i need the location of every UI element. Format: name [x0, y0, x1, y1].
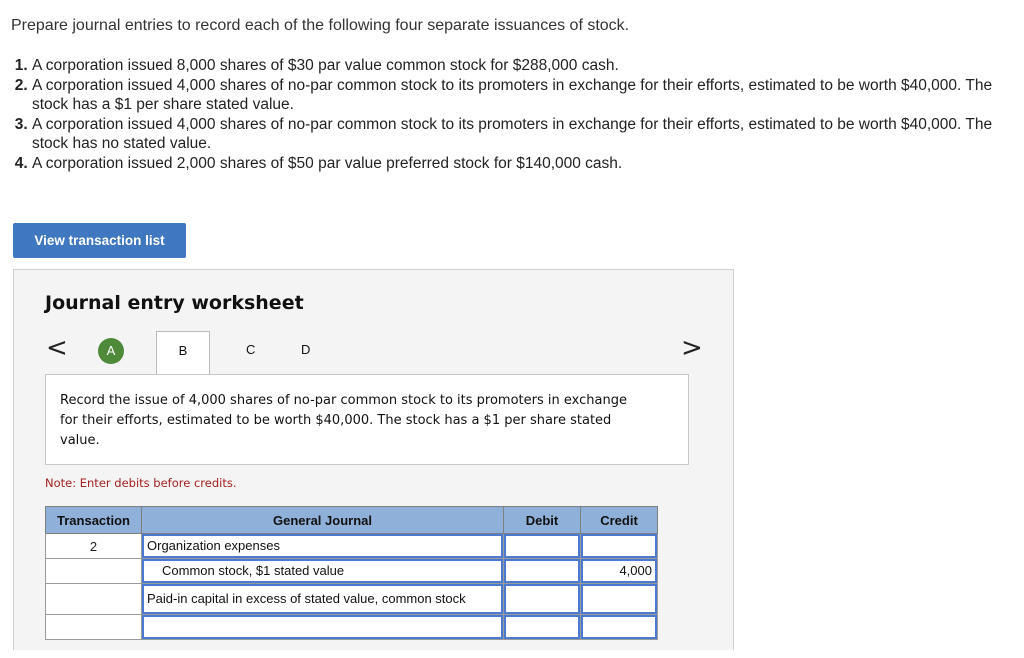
column-header-transaction: Transaction — [46, 507, 142, 534]
page-bottom-edge — [0, 650, 1024, 658]
column-header-debit: Debit — [504, 507, 581, 534]
column-header-general-journal: General Journal — [142, 507, 504, 534]
journal-table — [45, 506, 658, 640]
debit-cell[interactable] — [504, 534, 581, 559]
instructions-text: Prepare journal entries to record each of the following four separate issuances of stock. — [11, 17, 630, 34]
account-input[interactable] — [142, 615, 503, 639]
question-item: 2. A corporation issued 4,000 shares of no-par common stock to its promoters in exchange for their efforts, estimated to be worth $40,000. The stock has a $1 per share stated value. — [32, 76, 1022, 115]
entry-note: Note: Enter debits before credits. — [45, 476, 237, 490]
transaction-cell — [46, 615, 142, 640]
account-input[interactable]: Common stock, $1 stated value — [142, 559, 503, 583]
account-cell[interactable] — [142, 615, 504, 640]
credit-input[interactable] — [581, 584, 657, 614]
previous-arrow-icon[interactable]: < — [46, 333, 68, 363]
view-transaction-list-button[interactable]: View transaction list — [13, 223, 186, 258]
credit-cell[interactable] — [581, 534, 658, 559]
account-cell[interactable] — [142, 584, 504, 615]
credit-input[interactable]: 4,000 — [581, 559, 657, 583]
debit-input[interactable] — [504, 584, 580, 614]
transaction-description — [45, 374, 689, 465]
table-header-row — [46, 507, 658, 534]
credit-input[interactable] — [581, 534, 657, 558]
tab-c[interactable]: C — [246, 342, 256, 357]
table-row — [46, 534, 658, 559]
tab-b[interactable]: B — [156, 331, 210, 376]
credit-input[interactable] — [581, 615, 657, 639]
credit-cell[interactable] — [581, 559, 658, 584]
column-header-credit: Credit — [581, 507, 658, 534]
debit-cell[interactable] — [504, 584, 581, 615]
credit-cell[interactable] — [581, 584, 658, 615]
tab-d[interactable]: D — [301, 342, 311, 357]
journal-entry-worksheet — [13, 269, 734, 650]
transaction-cell — [46, 584, 142, 615]
debit-input[interactable] — [504, 534, 580, 558]
worksheet-title: Journal entry worksheet — [45, 292, 304, 314]
account-cell[interactable] — [142, 534, 504, 559]
table-row — [46, 615, 658, 640]
debit-cell[interactable] — [504, 615, 581, 640]
account-input[interactable]: Organization expenses — [142, 534, 503, 558]
question-list — [6, 56, 1022, 173]
credit-cell[interactable] — [581, 615, 658, 640]
table-row — [46, 584, 658, 615]
question-item: 3. A corporation issued 4,000 shares of no-par common stock to its promoters in exchange for their efforts, estimated to be worth $40,000. The stock has no stated value. — [32, 115, 1022, 154]
debit-cell[interactable] — [504, 559, 581, 584]
account-cell[interactable] — [142, 559, 504, 584]
debit-input[interactable] — [504, 559, 580, 583]
question-item: 1. A corporation issued 8,000 shares of $30 par value common stock for $288,000 cash. — [32, 56, 1022, 76]
debit-input[interactable] — [504, 615, 580, 639]
table-row — [46, 559, 658, 584]
transaction-cell — [46, 559, 142, 584]
description-text: Record the issue of 4,000 shares of no-par common stock to its promoters in exchange for their efforts, estimated to be worth $40,000. The stock has a $1 per share stated value. — [60, 393, 627, 448]
transaction-cell: 2 — [46, 534, 142, 559]
question-item: 4. A corporation issued 2,000 shares of $50 par value preferred stock for $140,000 cash. — [32, 154, 1022, 174]
tab-a[interactable]: A — [98, 338, 124, 364]
next-arrow-icon[interactable]: > — [681, 333, 703, 363]
account-input[interactable]: Paid-in capital in excess of stated value, common stock — [142, 584, 503, 614]
